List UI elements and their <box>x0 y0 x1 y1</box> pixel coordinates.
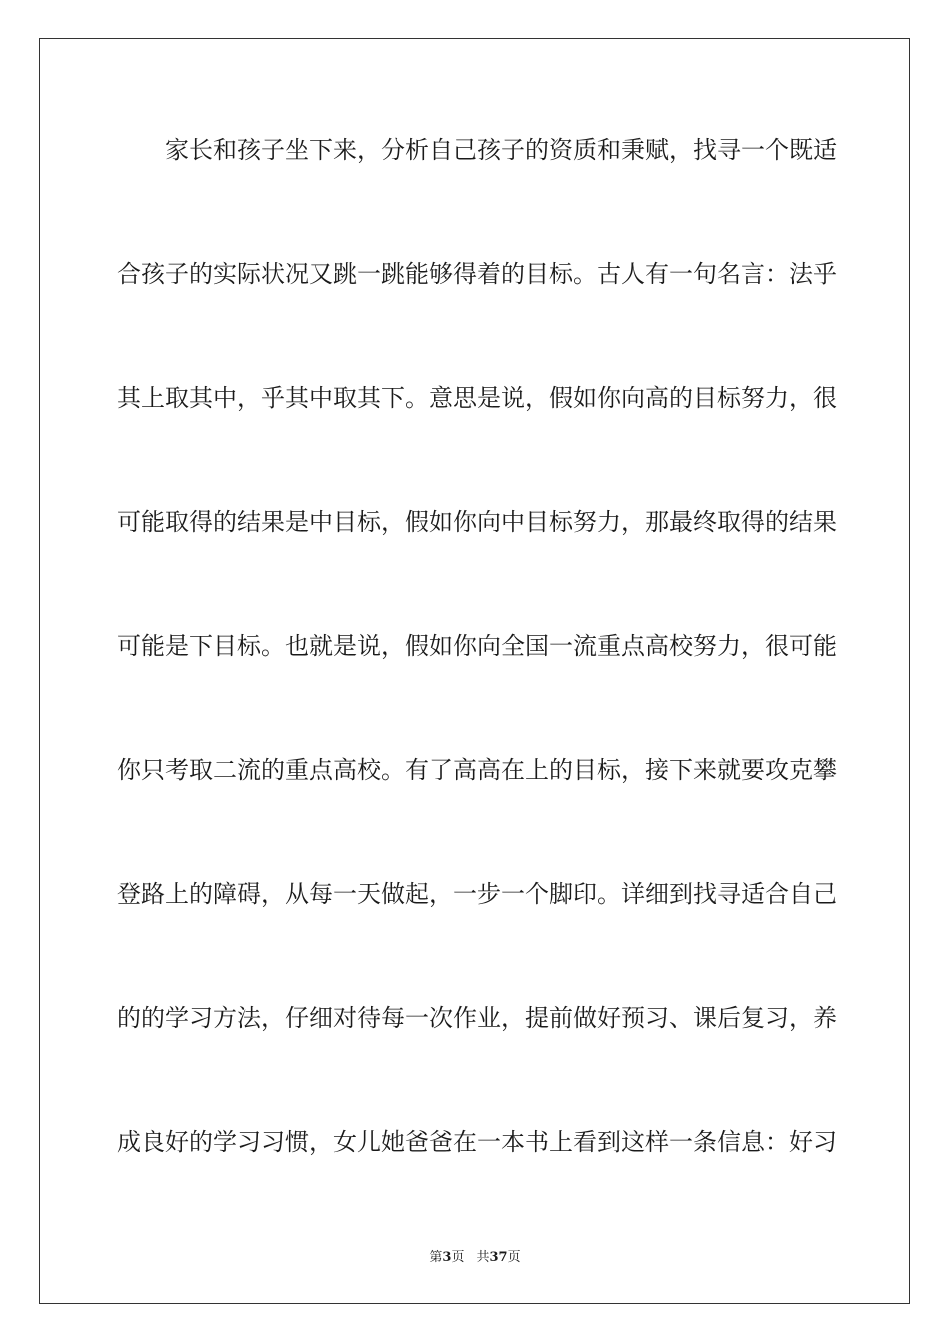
paragraph-line: 可能是下目标。也就是说，假如你向全国一流重点高校努力，很可能 <box>117 632 837 660</box>
paragraph-line: 家长和孩子坐下来，分析自己孩子的资质和秉赋，找寻一个既适 <box>165 136 837 164</box>
page-prefix: 第 <box>429 1250 443 1265</box>
document-body <box>117 124 837 1240</box>
page-footer <box>0 1246 950 1265</box>
paragraph-line: 合孩子的实际状况又跳一跳能够得着的目标。古人有一句名言：法乎 <box>117 260 837 288</box>
page-suffix: 页 <box>451 1250 465 1265</box>
total-prefix: 共 <box>476 1250 490 1265</box>
paragraph-line: 可能取得的结果是中目标，假如你向中目标努力，那最终取得的结果 <box>117 508 837 536</box>
page-number: 3 <box>442 1250 452 1265</box>
total-pages: 37 <box>489 1250 508 1265</box>
total-suffix: 页 <box>507 1250 521 1265</box>
paragraph-line: 你只考取二流的重点高校。有了高高在上的目标，接下来就要攻克攀 <box>117 756 837 784</box>
paragraph-line: 登路上的障碍，从每一天做起，一步一个脚印。详细到找寻适合自己 <box>117 880 837 908</box>
paragraph-line: 其上取其中，乎其中取其下。意思是说，假如你向高的目标努力，很 <box>117 384 837 412</box>
paragraph-line: 的的学习方法，仔细对待每一次作业，提前做好预习、课后复习，养 <box>117 1004 837 1032</box>
paragraph-line: 成良好的学习习惯，女儿她爸爸在一本书上看到这样一条信息：好习 <box>117 1128 837 1156</box>
